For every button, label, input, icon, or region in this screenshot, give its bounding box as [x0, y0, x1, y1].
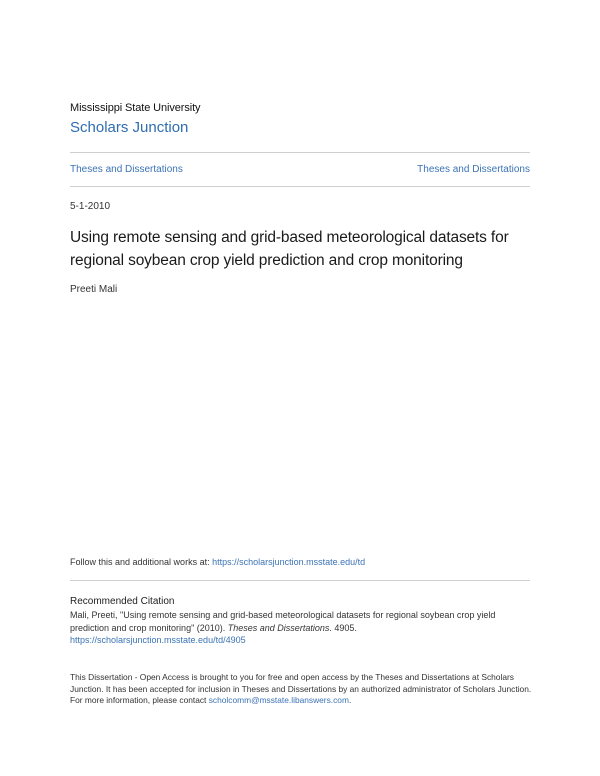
document-title: Using remote sensing and grid-based meteorological datasets for regional soybean crop yield prediction and crop monitoring: [70, 229, 509, 269]
publication-date: 5-1-2010: [70, 201, 111, 212]
access-notice: [70, 672, 540, 707]
follow-line: [70, 557, 365, 567]
header-divider: [70, 152, 530, 153]
notice-text: This Dissertation - Open Access is brought to you for free and open access by the Theses and Dissertations at Scholars Junction. It has been accepted for inclusion in Theses and Dissertations by an authorized administrator of Scholars Junction. For more information, please contact: [70, 672, 532, 706]
citation-number: . 4905.: [329, 622, 357, 633]
citation-text: Mali, Preeti, "Using remote sensing and grid-based meteorological datasets for regional soybean crop yield prediction and crop monitoring" (2010).: [70, 610, 496, 633]
citation-heading: Recommended Citation: [70, 596, 175, 607]
series-divider: [70, 186, 530, 187]
university-name: Mississippi State University: [70, 102, 201, 114]
series-link-right[interactable]: Theses and Dissertations: [417, 164, 530, 175]
follow-text: Follow this and additional works at:: [70, 557, 213, 567]
repository-name-link[interactable]: Scholars Junction: [70, 119, 189, 136]
citation-divider: [70, 580, 530, 581]
follow-url-link[interactable]: https://scholarsjunction.msstate.edu/td: [212, 557, 366, 567]
citation-url-link[interactable]: https://scholarsjunction.msstate.edu/td/4905: [70, 635, 246, 645]
notice-end: .: [348, 695, 352, 706]
contact-email-link[interactable]: scholcomm@msstate.libanswers.com: [208, 695, 349, 706]
citation-block: [70, 609, 535, 647]
series-link-left[interactable]: Theses and Dissertations: [70, 164, 183, 175]
citation-series: Theses and Dissertations: [227, 622, 330, 633]
author-name: Preeti Mali: [70, 284, 118, 295]
